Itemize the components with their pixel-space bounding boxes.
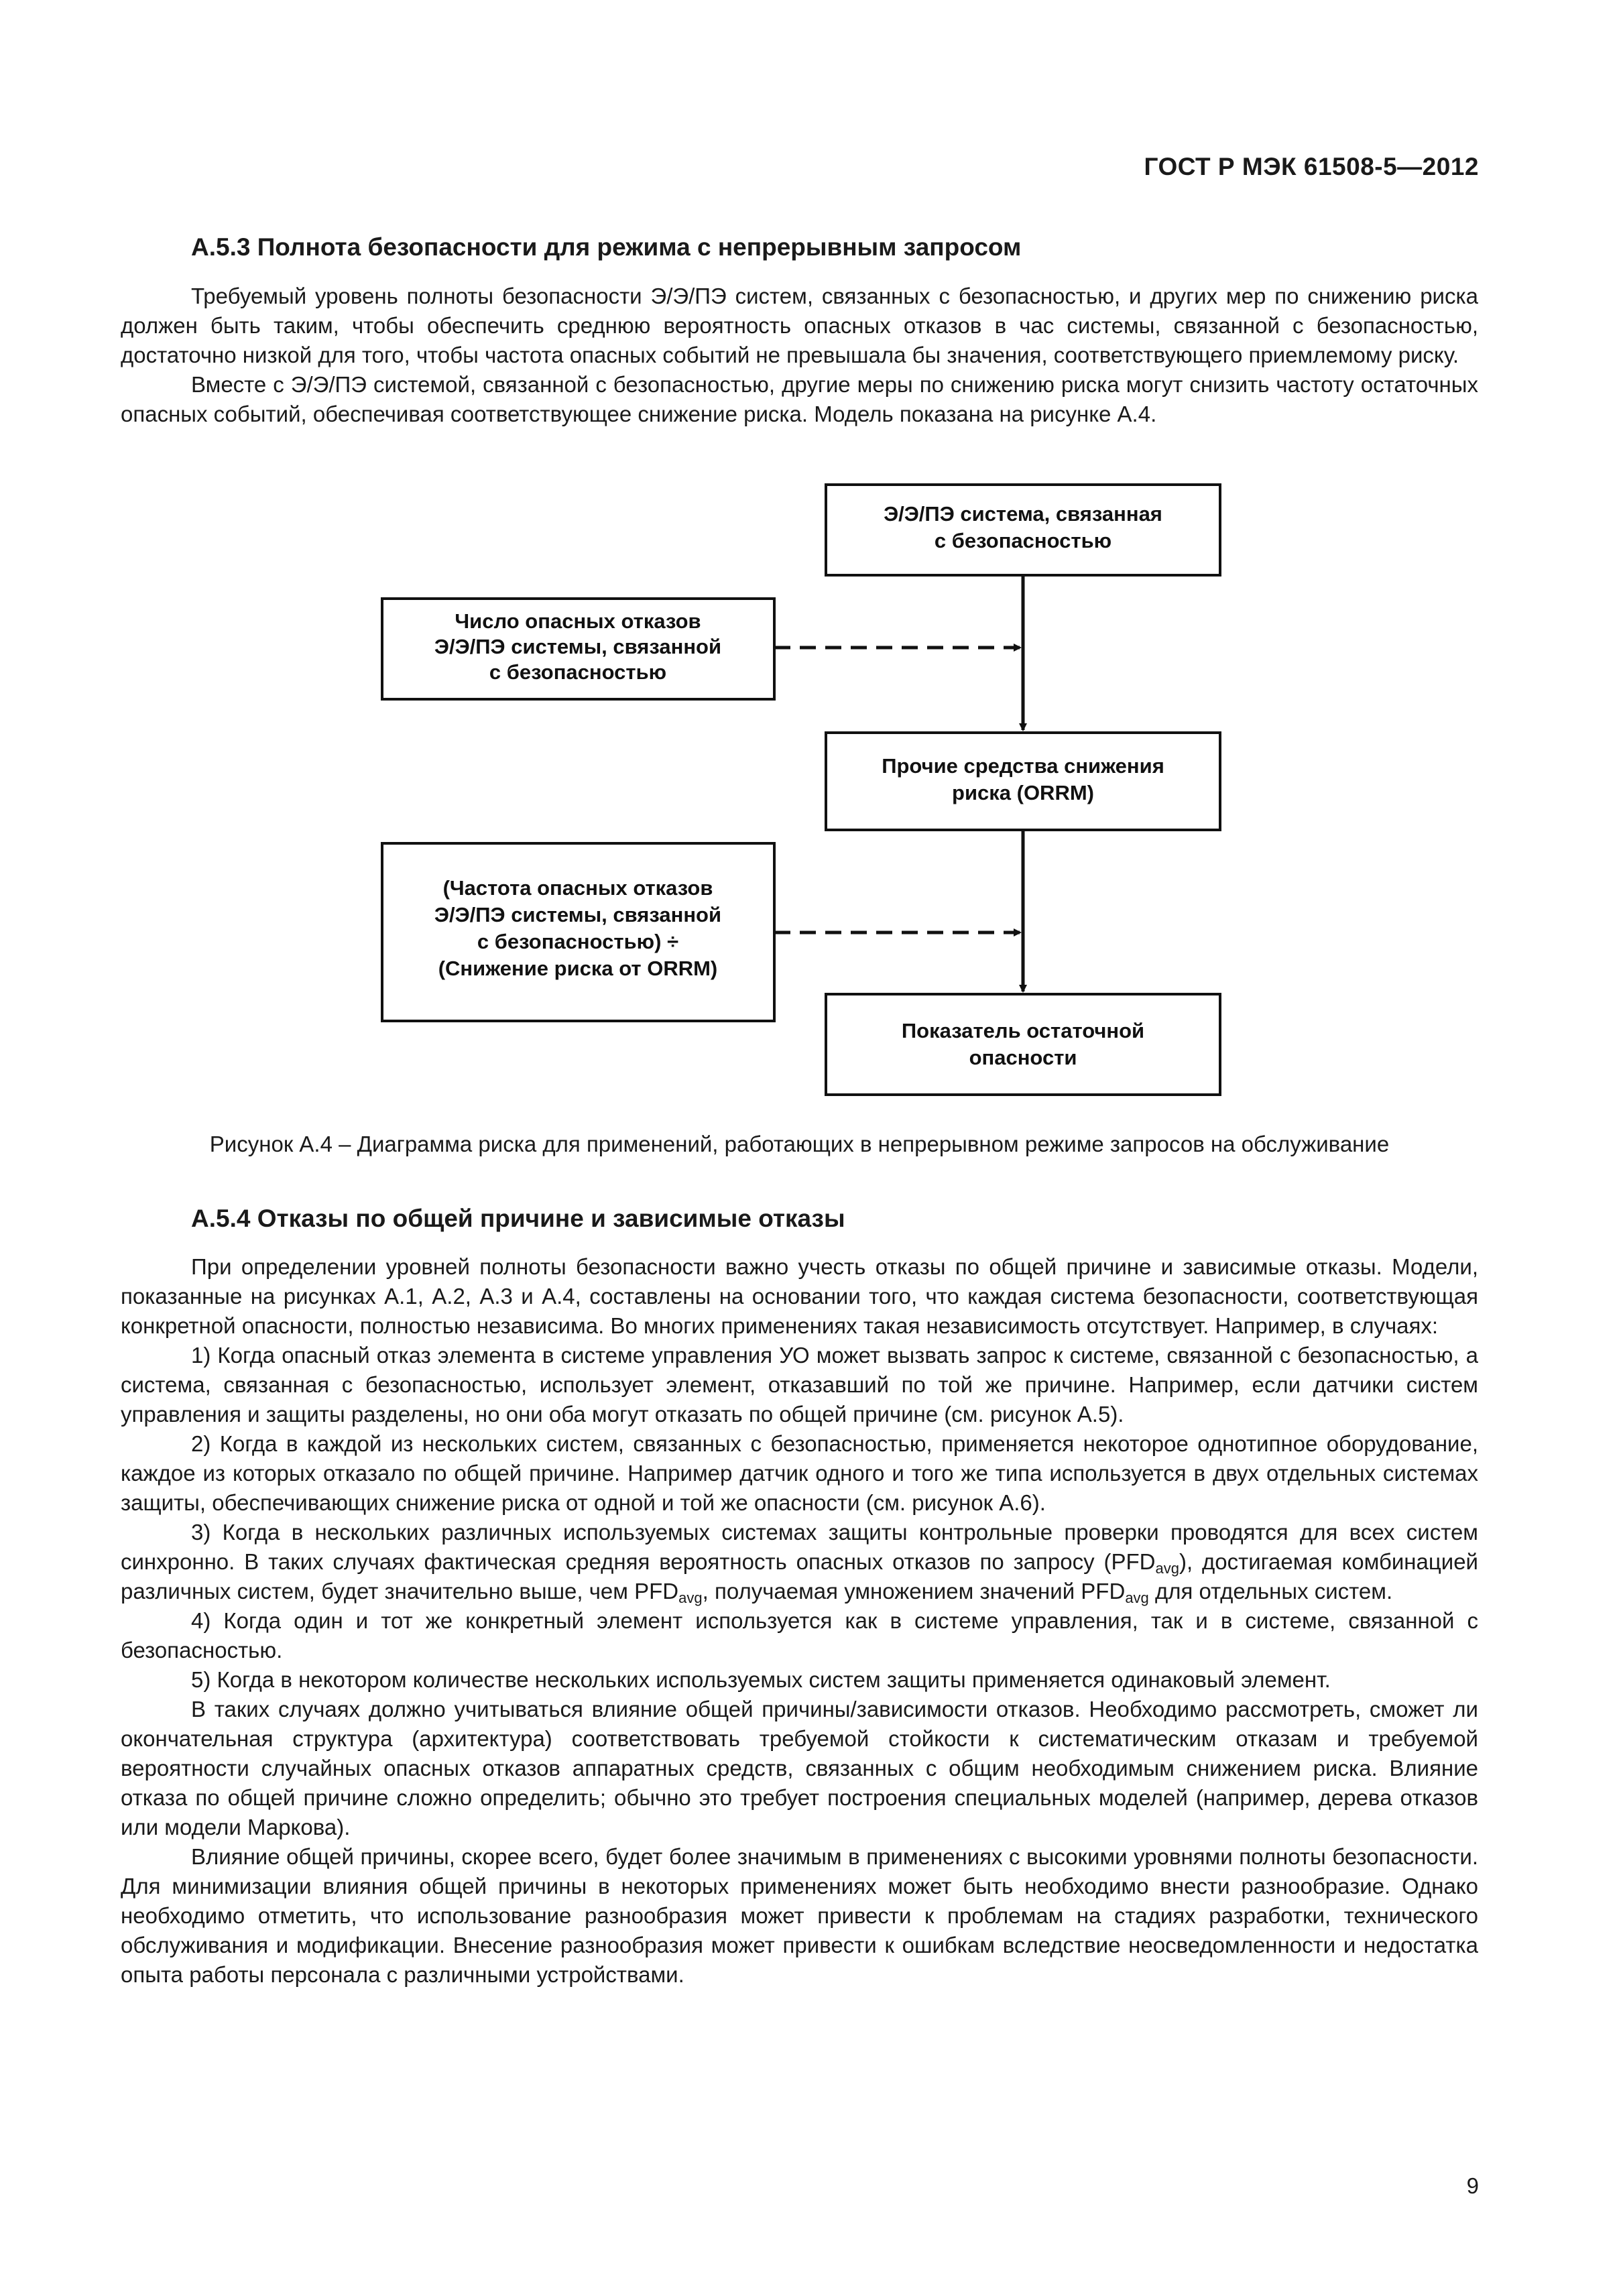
box-frequency-line: с безопасностью) ÷	[477, 930, 679, 953]
section-title-a54: А.5.4 Отказы по общей причине и зависимые отказы	[191, 1205, 845, 1232]
box-failures-line: Число опасных отказов	[455, 609, 701, 633]
box-residual-line: Показатель остаточной	[901, 1019, 1145, 1042]
box-failures-line: Э/Э/ПЭ системы, связанной	[434, 635, 722, 658]
paragraph: Вместе с Э/Э/ПЭ системой, связанной с безопасностью, другие меры по снижению риска могут снизить частоту остаточных опасных событий, обеспечивая соответствующее снижение риска. Модель показана на рисунке А.4.	[121, 372, 1478, 426]
box-frequency-line: (Частота опасных отказов	[442, 876, 713, 900]
list-item: 1) Когда опасный отказ элемента в системе управления УО может вызвать запрос к системе, связанной с безопасностью, а система, связанная с безопасностью, использует элемент, отказавший по той же причине. Например, если датчики систем управления и защиты разделены, но они оба могут отказать по общей причине (см. рисунок А.5).	[121, 1343, 1478, 1427]
box-eep-system	[826, 485, 1220, 575]
section-a54-body	[121, 1252, 1478, 1990]
box-failures-line: с безопасностью	[489, 660, 667, 684]
paragraph: Требуемый уровень полноты безопасности Э/Э/ПЭ систем, связанных с безопасностью, и других мер по снижению риска должен быть таким, чтобы обеспечить среднюю вероятность опасных отказов в час системы, связанной с безопасностью, достаточно низкой для того, чтобы частота опасных событий не превышала бы значения, соответствующего приемлемому риску.	[121, 284, 1478, 367]
list-item: 2) Когда в каждой из нескольких систем, связанных с безопасностью, применяется некоторое однотипное оборудование, каждое из которых отказало по общей причине. Например датчик одного и того же типа используется в двух отдельных системах защиты, обеспечивающих снижение риска от одной и той же опасности (см. рисунок А.6).	[121, 1431, 1478, 1515]
list-item: 3) Когда в нескольких различных используемых системах защиты контрольные проверки проводятся для всех систем синхронно. В таких случаях фактическая средняя вероятность опасных отказов по запросу $(PFD_{avg})$, достигаемая комбинацией различных систем, будет значительно выше, чем $PFD_{avg}$, получаемая умножением значений $PFD_{avg}$ для отдельных систем.	[121, 1520, 1478, 1606]
box-eep-line: с безопасностью	[934, 529, 1112, 552]
box-orrm-line: Прочие средства снижения	[882, 754, 1164, 778]
box-residual-hazard	[826, 994, 1220, 1095]
paragraph: При определении уровней полноты безопасности важно учесть отказы по общей причине и зависимые отказы. Модели, показанные на рисунках А.1, А.2, А.3 и А.4, составлены на основании того, что каждая система безопасности, соответствующая конкретной опасности, полностью независима. Во многих применениях такая независимость отсутствует. Например, в случаях:	[121, 1254, 1478, 1338]
section-title-a53: А.5.3 Полнота безопасности для режима с непрерывным запросом	[191, 233, 1022, 261]
box-residual-line: опасности	[969, 1046, 1077, 1069]
box-eep-line: Э/Э/ПЭ система, связанная	[884, 502, 1162, 526]
paragraph: В таких случаях должно учитываться влияние общей причины/зависимости отказов. Необходимо рассмотреть, сможет ли окончательная структура (архитектура) соответствовать требуемой стойкости к систематическим отказам и требуемой вероятности случайных опасных отказов аппаратных средств, связанных с общим необходимым снижением риска. Влияние отказа по общей причине сложно определить; обычно это требует построения специальных моделей (например, дерева отказов или модели Маркова).	[121, 1697, 1478, 1839]
list-item: 4) Когда один и тот же конкретный элемент используется как в системе управления, так и в системе, связанной с безопасностью.	[121, 1608, 1478, 1663]
box-orrm	[826, 733, 1220, 830]
list-item: 5) Когда в некотором количестве нескольких используемых систем защиты применяется одинаковый элемент.	[191, 1667, 1331, 1692]
box-frequency-line: (Снижение риска от ORRM)	[438, 957, 718, 980]
box-frequency-line: Э/Э/ПЭ системы, связанной	[434, 903, 722, 926]
figure-caption: Рисунок А.4 – Диаграмма риска для применений, работающих в непрерывном режиме запросов на обслуживание	[209, 1132, 1390, 1156]
paragraph: Влияние общей причины, скорее всего, будет более значимым в применениях с высокими уровнями полноты безопасности. Для минимизации влияния общей причины в некоторых применениях может быть необходимо внести разнообразие. Однако необходимо отметить, что использование разнообразия может привести к проблемам на стадиях разработки, технического обслуживания и модификации. Внесение разнообразия может привести к ошибкам вследствие неосведомленности и недостатка опыта работы персонала с различными устройствами.	[121, 1844, 1478, 1987]
standard-header: ГОСТ Р МЭК 61508-5—2012	[1144, 153, 1479, 180]
page-number: 9	[1466, 2173, 1479, 2198]
box-failure-frequency	[382, 843, 774, 1021]
box-dangerous-failures	[382, 599, 774, 699]
box-orrm-line: риска (ORRM)	[952, 781, 1094, 804]
